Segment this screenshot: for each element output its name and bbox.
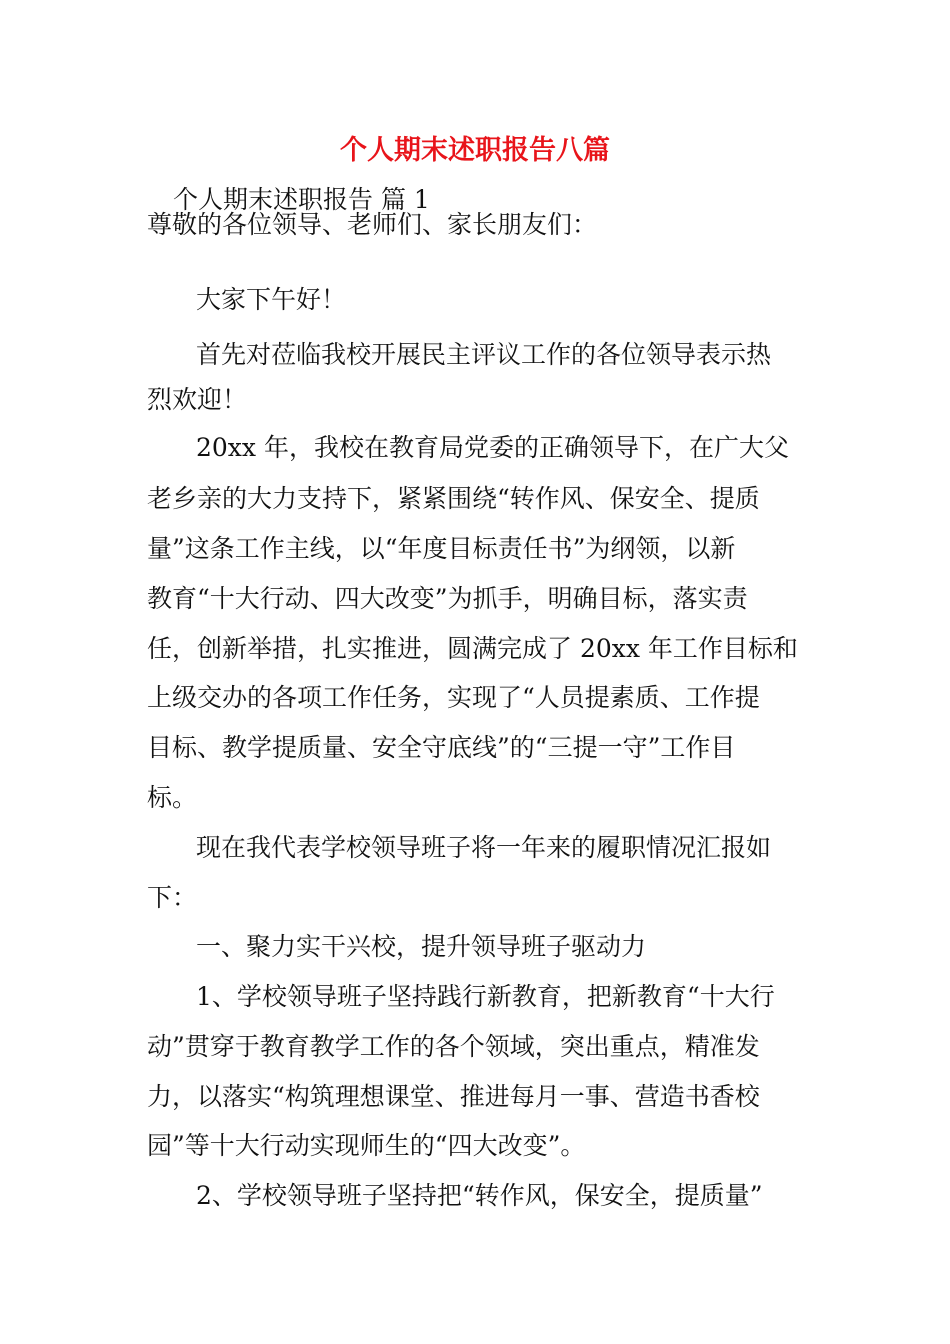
paragraph-line: 园”等十大行动实现师生的“四大改变”。 — [147, 1131, 586, 1160]
section-heading: 一、聚力实干兴校，提升领导班子驱动力 — [196, 932, 647, 961]
greeting: 大家下午好！ — [196, 285, 347, 314]
paragraph-line: 下： — [147, 883, 198, 912]
paragraph-line: 现在我代表学校领导班子将一年来的履职情况汇报如 — [196, 833, 772, 862]
paragraph-line: 目标、教学提质量、安全守底线”的“三提一守”工作目 — [147, 733, 736, 762]
paragraph-line: 量”这条工作主线，以“年度目标责任书”为纲领，以新 — [147, 534, 736, 563]
paragraph-line: 2、学校领导班子坚持把“转作风，保安全，提质量” — [196, 1181, 763, 1210]
paragraph-line: 1、学校领导班子坚持践行新教育，把新教育“十大行 — [196, 982, 775, 1011]
document-title: 个人期末述职报告八篇 — [340, 135, 610, 166]
paragraph-line: 力，以落实“构筑理想课堂、推进每月一事、营造书香校 — [147, 1082, 760, 1111]
section-heading: 个人期末述职报告 篇 1 — [173, 185, 430, 214]
paragraph-line: 上级交办的各项工作任务，实现了“人员提素质、工作提 — [147, 683, 760, 712]
paragraph-line: 动”贯穿于教育教学工作的各个领域，突出重点，精准发 — [147, 1032, 760, 1061]
salutation: 尊敬的各位领导、老师们、家长朋友们： — [147, 210, 598, 239]
paragraph-line: 首先对莅临我校开展民主评议工作的各位领导表示热 — [196, 340, 772, 369]
paragraph-line: 20xx 年，我校在教育局党委的正确领导下，在广大父 — [196, 433, 789, 462]
paragraph-line: 烈欢迎！ — [147, 385, 248, 414]
paragraph-line: 教育“十大行动、四大改变”为抓手，明确目标，落实责 — [147, 584, 748, 613]
paragraph-line: 标。 — [147, 783, 198, 812]
paragraph-line: 任，创新举措，扎实推进，圆满完成了 20xx 年工作目标和 — [147, 634, 798, 663]
paragraph-line: 老乡亲的大力支持下，紧紧围绕“转作风、保安全、提质 — [147, 484, 760, 513]
